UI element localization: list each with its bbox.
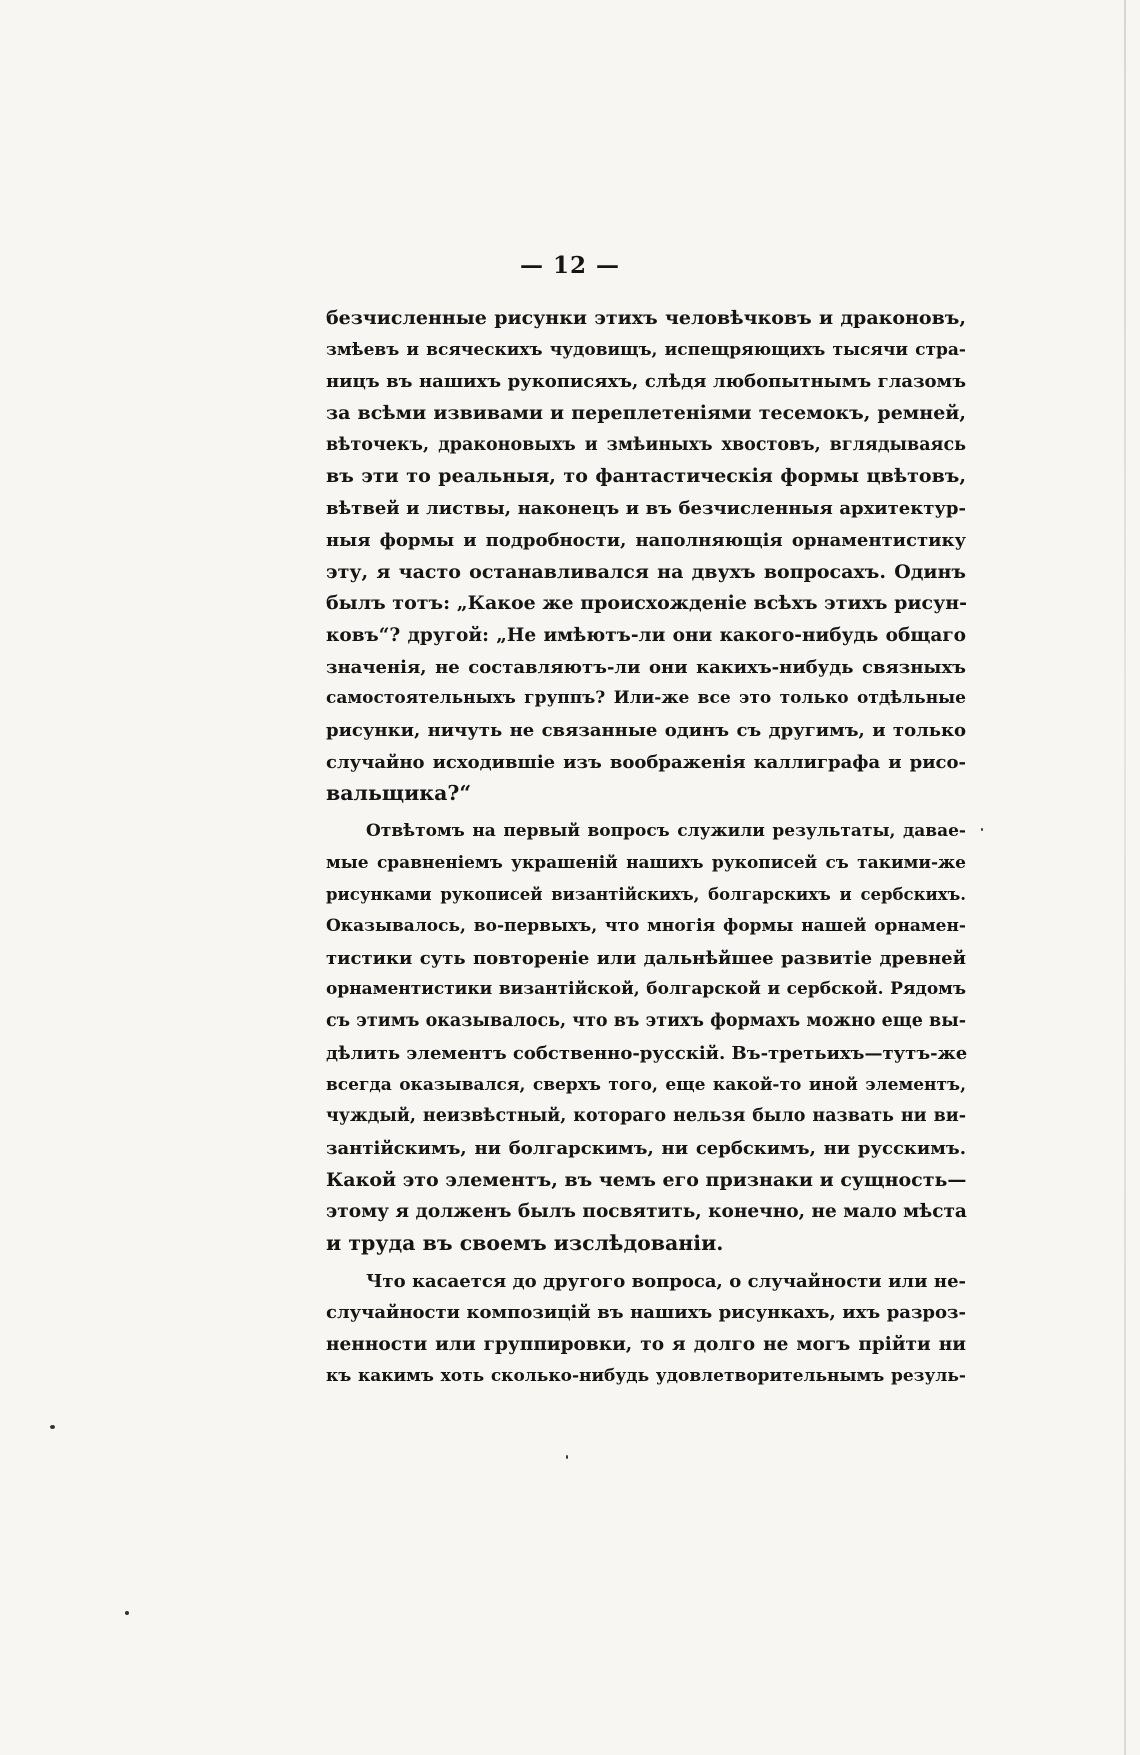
- text-line: змѣевъ и всяческихъ чудовищъ, испещряющихъ тысячи стра-: [326, 339, 966, 360]
- text-line: самостоятельныхъ группъ? Или-же все это только отдѣльные: [326, 688, 966, 709]
- text-line: въ эти то реальныя, то фантастическія формы цвѣтовъ,: [326, 465, 966, 488]
- text-line: дѣлить элементъ собственно-русскій. Въ-третьихъ—тутъ-же: [326, 1042, 968, 1064]
- text-line: и труда въ своемъ изслѣдованіи.: [326, 1230, 724, 1255]
- text-line: значенія, не составляютъ-ли они какихъ-нибудь связныхъ: [326, 656, 966, 678]
- text-line: ненности или группировки, то я долго не могъ прійти ни: [326, 1334, 966, 1355]
- text-line: вальщика?“: [326, 781, 472, 806]
- text-line: случайно исходившіе изъ воображенія каллиграфа и рисо-: [326, 751, 966, 773]
- text-line: рисунки, ничуть не связанные одинъ съ другимъ, и только: [326, 719, 966, 741]
- text-line: Оказывалось, во-первыхъ, что многія формы нашей орнамен-: [326, 916, 966, 937]
- text-line: зантійскимъ, ни болгарскимъ, ни сербскимъ, ни русскимъ.: [326, 1137, 966, 1159]
- text-line: ницъ въ нашихъ рукописяхъ, слѣдя любопытнымъ глазомъ: [326, 371, 966, 393]
- text-line: къ какимъ хоть сколько-нибудь удовлетворительнымъ резуль-: [326, 1365, 966, 1386]
- text-line: чуждый, неизвѣстный, котораго нельзя было назвать ни ви-: [326, 1106, 966, 1127]
- text-line: Что касается до другого вопроса, о случайности или не-: [366, 1270, 966, 1292]
- text-line: этому я долженъ былъ посвятить, конечно, не мало мѣста: [326, 1201, 967, 1223]
- text-line: мые сравненіемъ украшеній нашихъ рукописей съ такими-же: [326, 852, 966, 873]
- text-line: вѣточекъ, драконовыхъ и змѣиныхъ хвостовъ, вглядываясь: [326, 434, 966, 455]
- text-line: всегда оказывался, сверхъ того, еще какой-то иной элементъ,: [326, 1074, 966, 1095]
- scan-speck: [981, 828, 983, 831]
- body-text: [326, 303, 966, 1392]
- scan-speck: [125, 1611, 129, 1615]
- text-line: съ этимъ оказывалось, что въ этихъ формахъ можно еще вы-: [326, 1011, 966, 1032]
- text-line: рисунками рукописей византійскихъ, болгарскихъ и сербскихъ.: [326, 885, 966, 905]
- page-number: — 12 —: [519, 252, 621, 279]
- paragraph: [326, 303, 966, 810]
- text-line: безчисленные рисунки этихъ человѣчковъ и драконовъ,: [326, 307, 966, 329]
- text-line: эту, я часто останавливался на двухъ вопросахъ. Одинъ: [326, 560, 966, 583]
- text-line: Отвѣтомъ на первый вопросъ служили результаты, давае-: [366, 821, 966, 841]
- text-line: орнаментистики византійской, болгарской и сербской. Рядомъ: [326, 979, 966, 1000]
- text-line: Какой это элементъ, въ чемъ его признаки и сущность—: [326, 1168, 967, 1191]
- paragraph: [326, 1266, 966, 1393]
- paragraph: [326, 816, 966, 1260]
- scan-speck: [50, 1425, 55, 1429]
- scan-speck: [566, 1455, 568, 1459]
- text-line: за всѣми извивами и переплетеніями тесемокъ, ремней,: [326, 402, 966, 425]
- text-line: ныя формы и подробности, наполняющія орнаментистику: [326, 529, 966, 551]
- text-line: тистики суть повтореніе или дальнѣйшее развитіе древней: [326, 947, 966, 969]
- text-line: ковъ“? другой: „Не имѣютъ-ли они какого-нибудь общаго: [326, 624, 966, 646]
- text-line: вѣтвей и листвы, наконецъ и въ безчисленныя архитектур-: [326, 498, 966, 520]
- text-line: случайности композицій въ нашихъ рисункахъ, ихъ разроз-: [326, 1302, 966, 1324]
- text-line: былъ тотъ: „Какое же происхожденіе всѣхъ этихъ рисун-: [326, 592, 968, 615]
